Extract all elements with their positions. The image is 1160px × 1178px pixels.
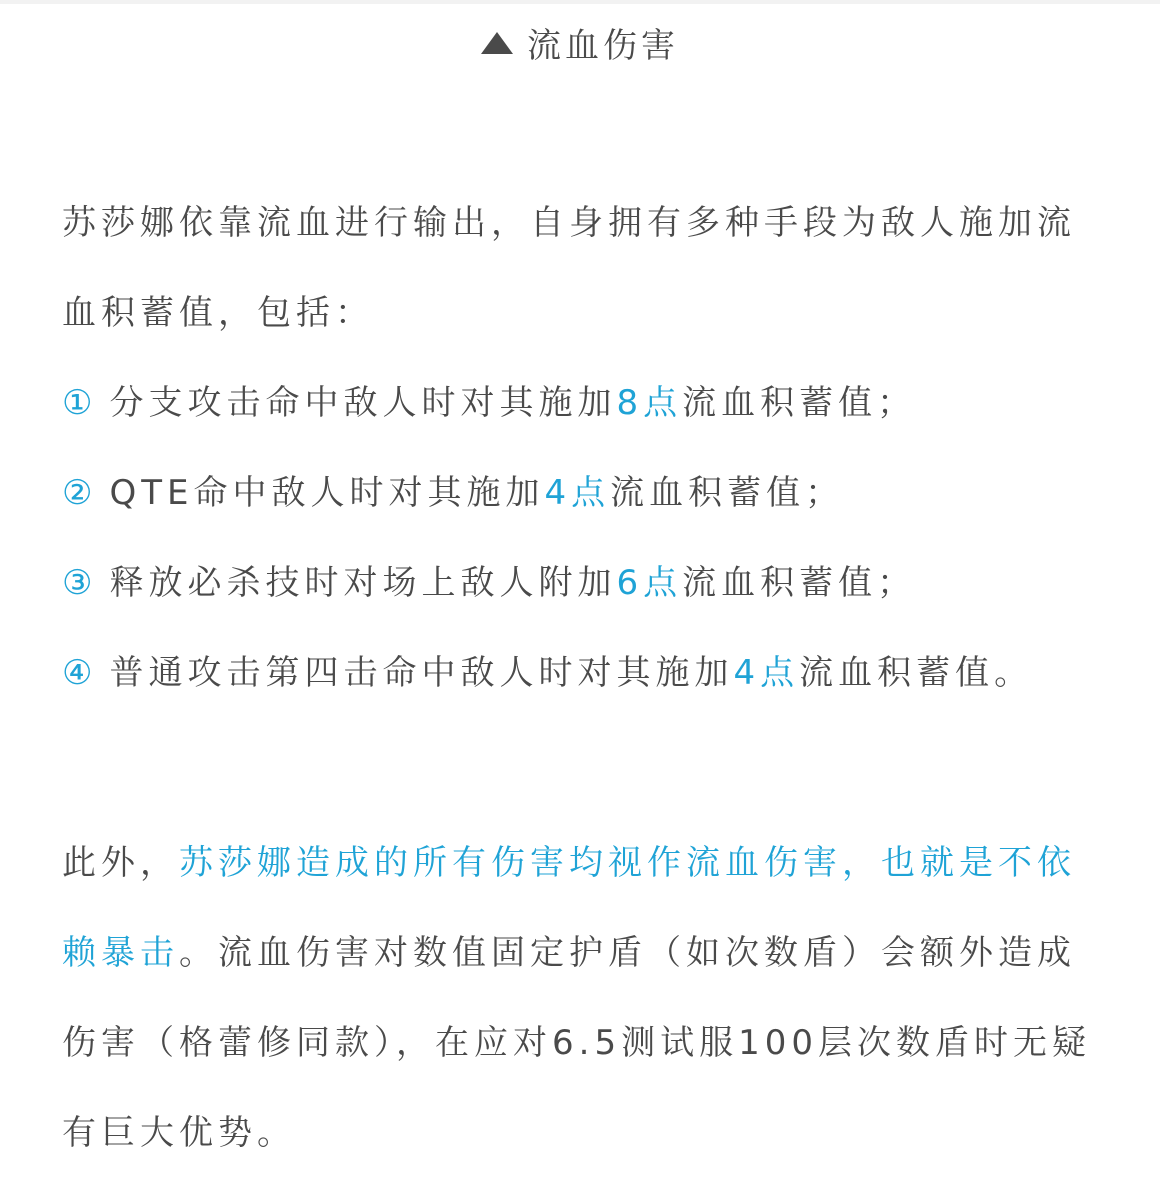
bleed-value: 8点 <box>616 383 683 423</box>
bleed-value: 4点 <box>544 473 611 513</box>
section-title <box>0 22 1160 70</box>
intro-paragraph: 苏莎娜依靠流血进行输出，自身拥有多种手段为敌人施加流血积蓄值，包括： <box>62 203 1076 333</box>
list-number: ④ <box>62 653 98 693</box>
list-item <box>62 628 1122 718</box>
list-text-tail: 流血积蓄值； <box>682 383 917 423</box>
list-item <box>62 538 1122 628</box>
list-text-tail: 流血积蓄值； <box>682 563 917 603</box>
note-highlight: 苏莎娜造成的所有伤害均视作流血伤害，也就是不依赖暴击 <box>62 843 1076 973</box>
bleed-source-list <box>62 358 1122 718</box>
list-text-tail: 流血积蓄值； <box>610 473 845 513</box>
bleed-value: 4点 <box>733 653 800 693</box>
section-title-text: 流血伤害 <box>527 26 679 66</box>
list-text: 释放必杀技时对场上敌人附加 <box>109 563 617 603</box>
note-paragraph <box>62 818 1102 1178</box>
note-rest: 。流血伤害对数值固定护盾（如次数盾）会额外造成伤害（格蕾修同款），在应对6.5测试服100层次数盾时无疑有巨大优势。 <box>62 933 1091 1153</box>
note-lead: 此外， <box>62 843 179 883</box>
list-item <box>62 448 1122 538</box>
list-text: 普通攻击第四击命中敌人时对其施加 <box>109 653 734 693</box>
triangle-up-icon <box>481 32 513 54</box>
list-text-tail: 流血积蓄值。 <box>799 653 1034 693</box>
bleed-value: 6点 <box>616 563 683 603</box>
list-number: ① <box>62 383 98 423</box>
top-divider <box>0 0 1160 4</box>
list-item <box>62 358 1122 448</box>
list-number: ② <box>62 473 98 513</box>
list-number: ③ <box>62 563 98 603</box>
list-text: 分支攻击命中敌人时对其施加 <box>109 383 617 423</box>
list-text: QTE命中敌人时对其施加 <box>109 473 545 513</box>
